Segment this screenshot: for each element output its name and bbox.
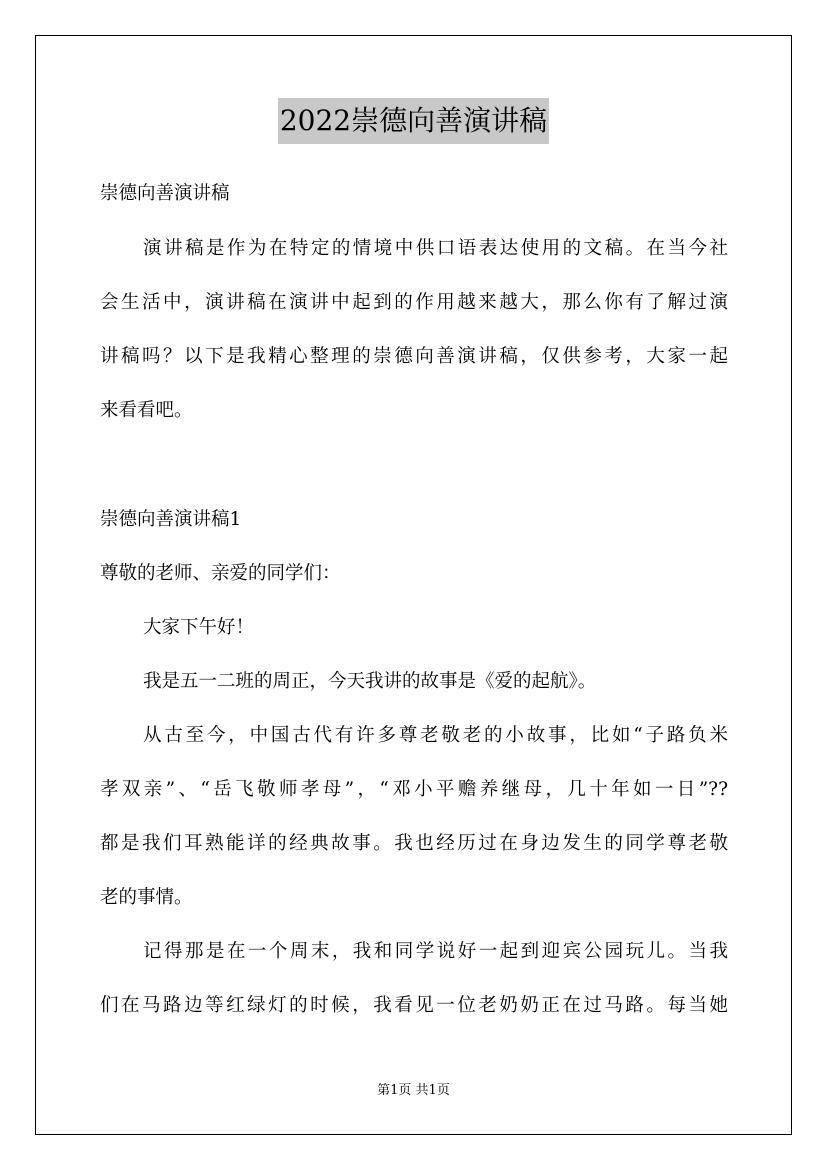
title-container: [0, 98, 827, 144]
section-heading: 崇德向善演讲稿: [100, 183, 230, 204]
paragraph-line: 老的事情。: [100, 887, 193, 908]
page-footer: 第1页 共1页: [377, 1083, 450, 1098]
paragraph-line: 演讲稿是作为在特定的情境中供口语表达使用的文稿。在当今社: [143, 238, 728, 259]
paragraph-line: 讲稿吗？以下是我精心整理的崇德向善演讲稿，仅供参考，大家一起: [100, 346, 728, 367]
paragraph-line: 会生活中，演讲稿在演讲中起到的作用越来越大，那么你有了解过演: [100, 292, 728, 313]
paragraph-line: 们在马路边等红绿灯的时候，我看见一位老奶奶正在过马路。每当她: [100, 995, 728, 1016]
paragraph-line: 来看看吧。: [100, 400, 193, 421]
paragraph-line: 我是五一二班的周正，今天我讲的故事是《爱的起航》。: [143, 671, 597, 692]
paragraph-line: 记得那是在一个周末，我和同学说好一起到迎宾公园玩儿。当我: [143, 941, 728, 962]
paragraph-line: 从古至今，中国古代有许多尊老敬老的小故事，比如“子路负米: [143, 725, 728, 746]
document-title: 2022崇德向善演讲稿: [278, 98, 549, 144]
salutation: 尊敬的老师、亲爱的同学们：: [100, 563, 341, 584]
paragraph-line: 孝双亲”、“岳飞敬师孝母”，“邓小平赡养继母，几十年如一日”??: [100, 779, 728, 800]
speech-heading: 崇德向善演讲稿1: [100, 509, 242, 530]
paragraph-line: 都是我们耳熟能详的经典故事。我也经历过在身边发生的同学尊老敬: [100, 833, 728, 854]
greeting: 大家下午好！: [143, 617, 255, 638]
